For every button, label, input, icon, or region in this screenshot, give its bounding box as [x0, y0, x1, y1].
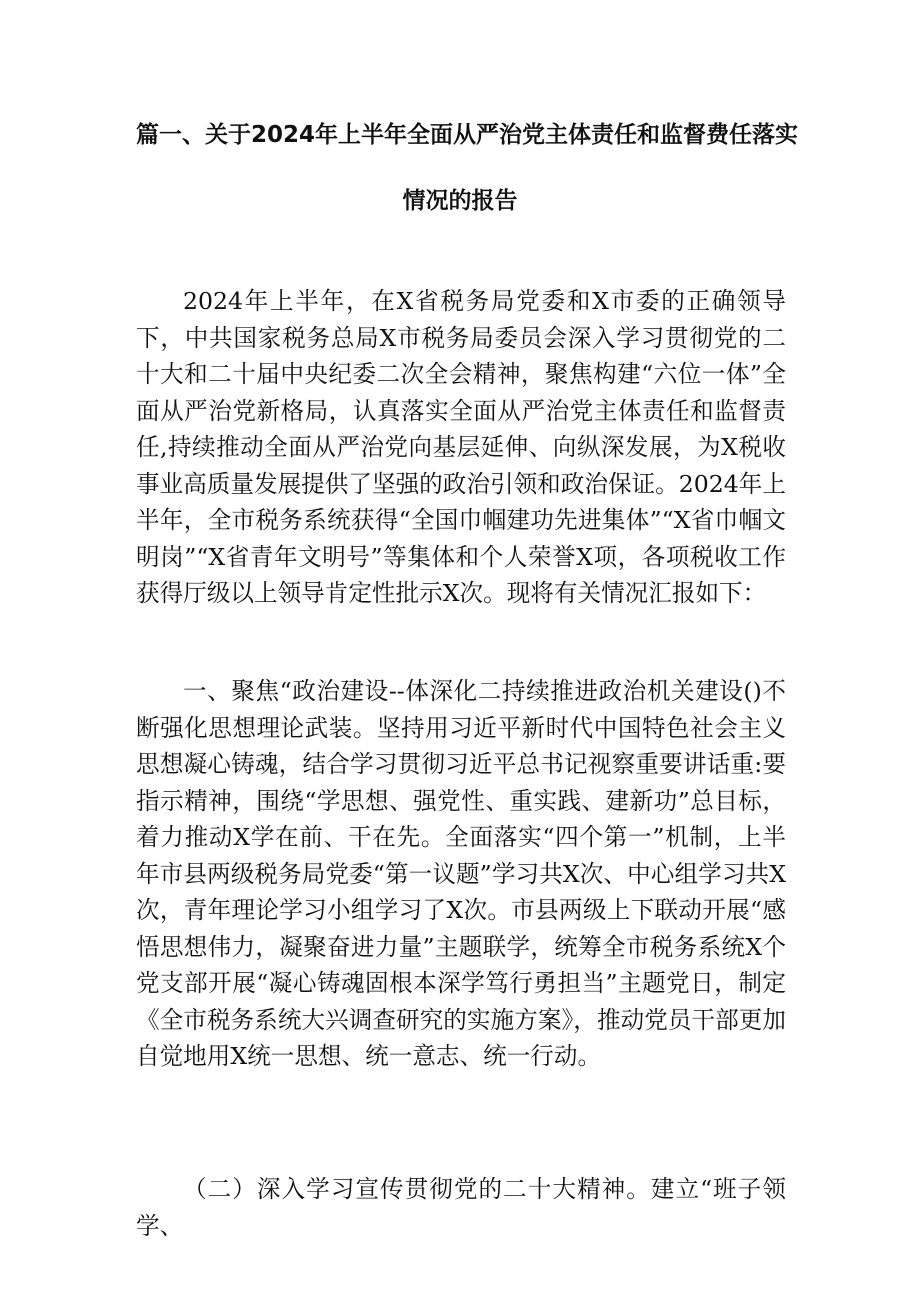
- document-title-line-1: 篇一、关于2024年上半年全面从严治党主体责任和监督费任落实: [136, 122, 799, 148]
- paragraph-text: 2024年上半年，在X省税务局党委和X市委的正确领导下，中共国家税务总局X市税务局委员会深入学习贯彻党的二十大和二十届中央纪委二次全会精神，聚焦构建“六位一体”全面从严治党新格局，认真落实全面从严治党主体责任和监督责任,持续推动全面从严治党向基层延伸、向纵深发展，为X税收事业高质量发展提供了坚强的政治引领和政治保证。2024年上半年，全市税务系统获得“全国巾帼建功先进集体”“X省巾帼文明岗”“X省青年文明号”等集体和个人荣誉X项，各项税收工作获得厅级以上领导肯定性批示X次。现将有关情况汇报如下：: [136, 287, 786, 607]
- paragraph-text: 一、聚焦“政治建设--体深化二持续推进政治机关建设()不断强化思想理论武装。坚持用习近平新时代中国特色社会主义思想凝心铸魂，结合学习贯彻习近平总书记视察重要讲话重:要指示精神，围绕“学思想、强党性、重实践、建新功”总目标，着力推动X学在前、干在先。全面落实“四个第一”机制，上半年市县两级税务局党委“第一议题”学习共X次、中心组学习共X次，青年理论学习小组学习了X次。市县两级上下联动开展“感悟思想伟力，凝聚奋进力量”主题联学，统筹全市税务系统X个党支部开展“凝心铸魂固根本深学笃行勇担当”主题党日，制定《全市税务系统大兴调查研究的实施方案》，推动党员干部更加自觉地用X统一思想、统一意志、统一行动。: [136, 677, 786, 1070]
- paragraph-text: （二）深入学习宣传贯彻党的二十大精神。建立“班子领学、: [136, 1175, 786, 1240]
- document-title-line-2: 情况的报告: [402, 188, 518, 214]
- paragraph-section-two: [136, 1171, 786, 1244]
- paragraph-section-one: [136, 673, 786, 1075]
- paragraph-intro: [136, 283, 786, 612]
